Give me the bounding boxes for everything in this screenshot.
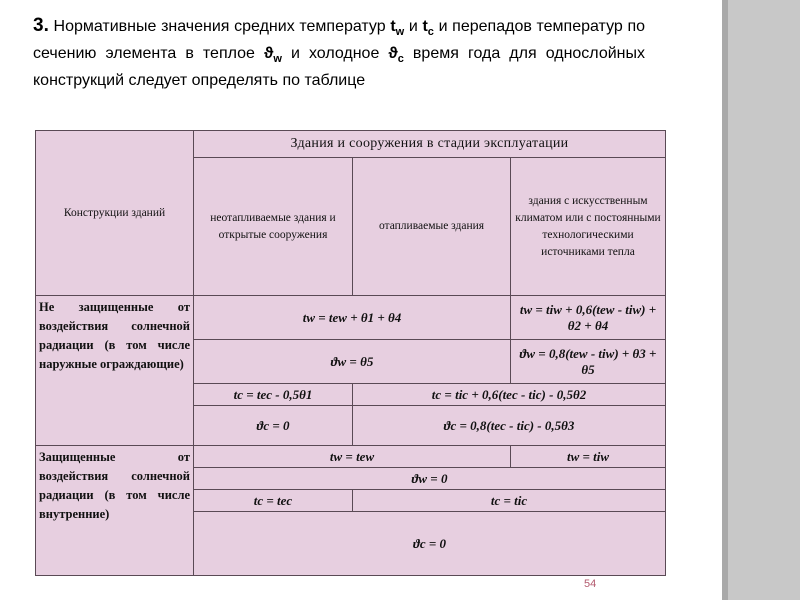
formula-r2-vc: ϑc = 0: [194, 512, 666, 576]
heading-text-2: и перепадов температур по сечению элемента в теплое: [33, 18, 646, 63]
decorative-side-band: [722, 0, 800, 600]
symbol-tw-sub: w: [395, 26, 405, 39]
symbol-vw-base: ϑ: [264, 45, 274, 63]
symbol-tc-sub: c: [427, 26, 434, 39]
formula-r1-tw-right: tw = tiw + 0,6(tew - tiw) + θ2 + θ4: [511, 296, 666, 340]
header-artificial-climate: здания с искусственным климатом или с постоянными технологическими источниками тепла: [511, 158, 666, 296]
heading-text-1: Нормативные значения средних температур: [48, 18, 391, 35]
formula-r2-tw-left: tw = tew: [194, 446, 511, 468]
heading-text-4: время года для однослойных конструкций следует определять по таблице: [33, 45, 645, 90]
symbol-vw: [264, 45, 282, 66]
formula-r2-tc-left: tc = tec: [194, 490, 353, 512]
formula-r1-tc-right: tc = tic + 0,6(tec - tic) - 0,5θ2: [353, 384, 666, 406]
slide-number: 54: [584, 578, 597, 590]
heading-text-3: и холодное: [281, 45, 389, 63]
heading-number: 3.: [33, 15, 49, 36]
slide-heading: [33, 15, 645, 92]
header-constructions: Конструкции зданий: [36, 131, 194, 296]
formula-r1-tw-left: tw = tew + θ1 + θ4: [194, 296, 511, 340]
symbol-vc-base: ϑ: [388, 45, 398, 63]
formula-r2-tw-right: tw = tiw: [511, 446, 666, 468]
formula-r1-tc-left: tc = tec - 0,5θ1: [194, 384, 353, 406]
formula-r2-tc-right: tc = tic: [353, 490, 666, 512]
symbol-vc-sub: c: [397, 53, 404, 66]
formula-r1-vw-left: ϑw = θ5: [194, 340, 511, 384]
temperature-norms-table: [35, 130, 666, 576]
formula-r1-vc-left: ϑc = 0: [194, 406, 353, 446]
side-band-stripe: [722, 0, 728, 600]
symbol-tc: [422, 18, 434, 39]
symbol-tc-base: t: [422, 18, 428, 35]
formula-r1-vc-right: ϑc = 0,8(tec - tic) - 0,5θ3: [353, 406, 666, 446]
row-label-protected: Защищенные от воздействия солнечной радиации (в том числе внутренние): [36, 446, 194, 576]
header-unheated: неотапливаемые здания и открытые сооружения: [194, 158, 353, 296]
header-buildings-in-operation: Здания и сооружения в стадии эксплуатации: [194, 131, 666, 158]
symbol-vc: [388, 45, 404, 66]
symbol-vw-sub: w: [273, 53, 282, 66]
formula-r2-vw: ϑw = 0: [194, 468, 666, 490]
row-label-unprotected: Не защищенные от воздействия солнечной радиации (в том числе наружные ограждающие): [36, 296, 194, 446]
symbol-tw-base: t: [390, 18, 396, 35]
heading-and: и: [404, 18, 423, 35]
symbol-tw: [390, 18, 405, 39]
header-heated: отапливаемые здания: [353, 158, 511, 296]
formula-r1-vw-right: ϑw = 0,8(tew - tiw) + θ3 + θ5: [511, 340, 666, 384]
